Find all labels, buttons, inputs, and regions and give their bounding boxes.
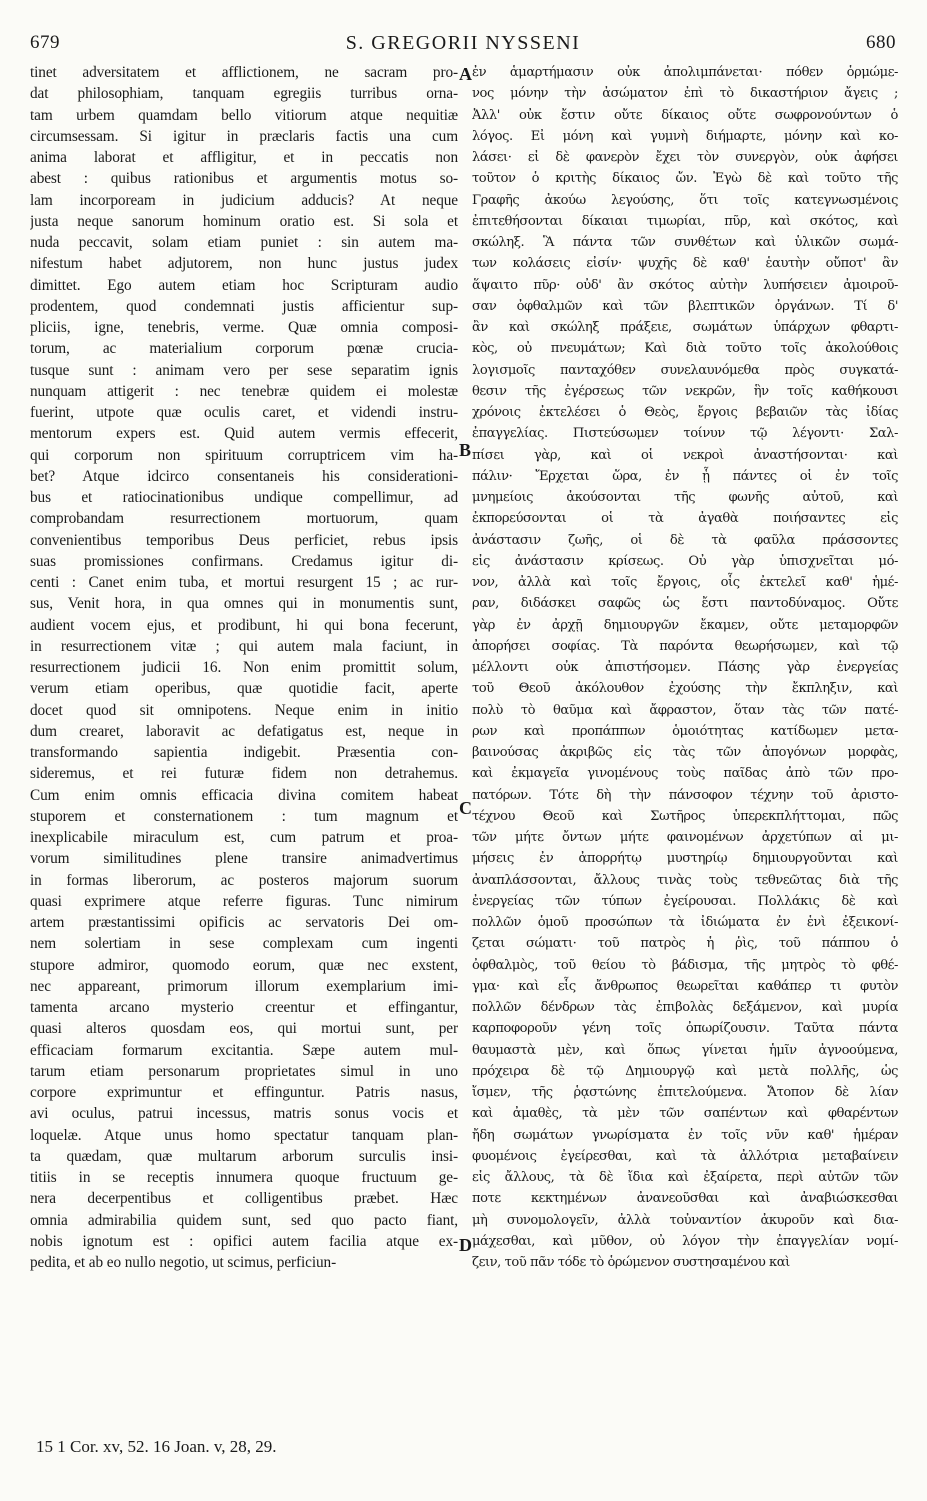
greek-text-line: ἴσμεν, τῆς ῥᾳστώνης ἐπιτελούμενα. Ἄτοπον δὲ λίαν [472,1085,898,1100]
latin-text-line: resurrectionem judicii 16. Non enim promittit solum, [30,659,458,676]
latin-text-line: efficaciam formarum excitantia. Sæpe autem mul- [30,1041,458,1059]
greek-text-line: πολὺ τὸ θαῦμα καὶ ἄφραστον, ὅταν τὰς τῶν πατέ- [472,702,898,718]
latin-text-line: nem solertiam in sese complexam cum ingenti [30,935,458,953]
greek-text-line: ἐνεργείας τῶν τύπων ἐγείρουσαι. Πολλάκις δὲ καὶ [472,893,898,909]
latin-text-line: stupore admiror, quomodo eorum, quæ nec exstent, [30,956,458,974]
latin-text-line: docet quod sit omnipotens. Neque enim in initio [30,701,458,719]
greek-text-line: καρποφοροῦν γένη τοῖς ὀπωρίζουσιν. Ταῦτα πάντα [472,1021,898,1037]
greek-text-line: πολλῶν ὁμοῦ προσώπων τὰ ἰδιώματα ἐν ἑνὶ ἐξεικονί- [472,915,898,930]
page-header [30,14,896,54]
latin-text-line: bet? Atque idcirco consentaneis his considerationi- [30,467,458,485]
greek-text-line: μὴ συνομολογεῖν, ἀλλὰ τοὐναντίον ἀκυροῦν καὶ δια- [472,1212,898,1228]
greek-text-line: γὰρ ἐν ἀρχῇ δημιουργῶν ἔκαμεν, οὔτε μεταμορφῶν [472,617,898,633]
greek-text-line: εἰς ἀνάστασιν κρίσεως. Οὐ γὰρ ὑπισχνεῖται μό- [472,553,898,569]
greek-text-line: κὸς, οὐ πνευμάτων; Καὶ διὰ τοῦτο τοῖς ἀκολούθοις [472,341,898,357]
latin-text-line: quasi alteros quosdam eos, qui mortui sunt, per [30,1020,458,1038]
greek-text-line: ραν, διδάσκει σαφῶς ὡς ἔστι παντοδύναμος. Οὔτε [472,596,898,612]
latin-text-line: loquelæ. Atque unus homo spectatur tanquam plan- [30,1126,458,1144]
section-marker-b: B [459,440,472,460]
latin-text-line: artem præstantissimi opificis ac servatoris Dei om- [30,914,458,931]
footnotes: 15 1 Cor. xv, 52. 16 Joan. v, 28, 29. [36,1437,277,1456]
latin-text-line: stuporem et consternationem : tum magnum et [30,807,458,825]
latin-text-line: tinet adversitatem et afflictionem, ne sacram pro- [30,64,458,81]
greek-text-line: τοῦτον ὁ κριτὴς δίκαιος ὤν. Ἐγὼ δὲ καὶ τοῦτο τῆς [472,171,898,187]
latin-text-line: comprobandam resurrectionem mortuorum, quam [30,510,458,528]
latin-text-line: torum, ac materialium corporum pœnæ crucia- [30,340,458,358]
greek-text-line: τῶν μήτε ὄντων μήτε φαινομένων ἀρχετύπων αἱ μι- [472,830,898,845]
greek-text-line: ζεται σώματι· τοῦ πατρὸς ἡ ῥὶς, τοῦ πάππου ὁ [472,936,898,952]
greek-text-line: βαινούσας ἀκριβῶς εἰς τὰς τῶν ἀπογόνων μορφὰς, [472,745,898,760]
latin-text-line: tam urbem quamdam bello vitiorum atque nequitiæ [30,106,458,124]
greek-text-line: ποτε κεκτημένων ἀνανεοῦσθαι καὶ ἀναβιώσκεσθαι [472,1191,898,1207]
latin-text-line: pliciis, igne, tenebris, verme. Quæ omnia composi- [30,319,458,336]
greek-text-line: Γραφῆς ἀκούω λεγούσης, ὅτι τοῖς κατεγνωσμένοις [472,192,898,208]
latin-text-line: omnia admirabilia quidem sunt, sed quo pacto fiant, [30,1211,458,1229]
latin-text-line: tamenta arcano mysterio creentur et effingantur, [30,999,458,1016]
latin-text-line: nec appareant, primorum illorum exemplarium imi- [30,977,458,995]
latin-text-line: dum crearet, laboravit ac defatigatus est, neque in [30,722,458,740]
left-page-number: 679 [30,32,60,53]
greek-text-line: μάχεσθαι, καὶ μῦθον, οὐ λόγον τὴν ἐπαγγελίαν νομί- [472,1233,898,1249]
greek-text-line: μνημείοις ἀκούσονται τῆς φωνῆς αὐτοῦ, καὶ [472,490,898,505]
latin-text-line: nobis ignotum est : opifici autem facilia atque ex- [30,1232,458,1250]
greek-text-line: νος μόνην τὴν ἀσώματον ἐπὶ τὸ δικαστήριον ἄγεις ; [472,86,898,102]
latin-text-line: prodentem, quod condemnati justis afficientur sup- [30,297,458,315]
greek-text-line: ἀπορήσει σοφίας. Τὰ παρόντα θεωρήσωμεν, καὶ τῷ [472,638,898,654]
greek-text-line: θαυμαστὰ μὲν, καὶ ὅπως γίνεται ἡμῖν ἀγνοούμενα, [472,1042,898,1058]
greek-text-line: ἐπιτεθήσονται δίκαιαι τιμωρίαι, πῦρ, καὶ σκότος, καὶ [472,213,898,229]
section-marker-c: C [459,798,472,818]
latin-column [30,62,458,1432]
greek-column [472,62,898,1432]
latin-text-line: tarum etiam personarum proprietates simul in uno [30,1062,458,1080]
latin-text-line: in resurrectionem vitæ ; qui autem mala faciunt, in [30,637,458,655]
latin-text-line: justa neque sanorum hominum oratio est. Si sola et [30,212,458,230]
latin-text-line: ta quædam, quæ multarum arborum surculis insi- [30,1147,458,1165]
latin-text-line: qui corporum non spirituum corruptricem vim ha- [30,446,458,464]
greek-text-line: σκώληξ. Ἃ πάντα τῶν συνθέτων καὶ ὑλικῶν σωμά- [472,235,898,250]
greek-text-line: πολλῶν δένδρων τὰς ἐπιβολὰς δεξάμενον, καὶ μυρία [472,1000,898,1015]
latin-text-line: dimittet. Ego autem etiam hoc Scripturam audio [30,276,458,294]
greek-text-line: ἐπαγγελίας. Πιστεύσωμεν τοίνυν τῷ λέγοντι· Σαλ- [472,426,898,442]
latin-text-line: nifestum habet adjutorem, non hunc justus judex [30,255,458,273]
greek-text-line: τοῦ Θεοῦ ἀκόλουθον ἐχούσης τὴν ἔκπληξιν, καὶ [472,681,898,697]
greek-text-line: μέλλοντι οὐκ ἀπιστήσομεν. Πάσης γὰρ ἐνεργείας [472,660,898,675]
greek-text-line: ὀφθαλμὸς, τοῦ θείου τὸ βάδισμα, τῆς μητρὸς τὸ φθέ- [472,957,898,973]
greek-text-line: πρόχειρα δὲ τῷ Δημιουργῷ καὶ μετὰ πολλῆς, ὡς [472,1063,898,1079]
latin-text-line: sus, Venit hora, in qua omnes qui in monumentis sunt, [30,595,458,613]
latin-text-line: circumsessam. Si igitur in præclaris factis una cum [30,127,458,145]
latin-text-line: convenientibus temporibus Deus perficiet, rebus ipsis [30,531,458,549]
latin-text-line: vorum similitudines plene transire animadvertimus [30,850,458,868]
greek-text-line: φυομένοις ἐγείρεσθαι, καὶ τὰ ἀλλότρια μεταβαίνειν [472,1148,898,1164]
latin-text-line: nuda peccavit, solam etiam puniet : sin autem ma- [30,234,458,251]
greek-text-line: ἤδη σωμάτων γνωρίσματα ἐν τοῖς νῦν καθ' ἡμέραν [472,1127,898,1143]
section-marker-d: D [459,1235,472,1255]
latin-text-line: nunquam attigerit : nec tenebræ quidem ei molestæ [30,382,458,400]
latin-text-line: titiis in se receptis innumera quoque fructuum ge- [30,1169,458,1186]
greek-text-line: γμα· καὶ εἷς ἄνθρωπος θεωρεῖται καθάπερ τι φυτὸν [472,978,898,994]
greek-text-line: πάλιν· Ἔρχεται ὥρα, ἐν ᾗ πάντες οἱ ἐν τοῖς [472,468,898,484]
latin-text-line: lam incorpoream in judicium adducis? At neque [30,191,458,209]
greek-text-line: νον, ἀλλὰ καὶ τοῖς ἔργοις, οἷς ἐκτελεῖ καθ' ἡμέ- [472,575,898,590]
latin-text-line: audient vocem ejus, et prodibunt, hi qui bona fecerunt, [30,616,458,634]
greek-text-line: ζειν, τοῦ πᾶν τόδε τὸ ὁρώμενον συστησαμένου καὶ [472,1255,790,1270]
greek-text-line: λόγος. Εἰ μόνη καὶ γυμνὴ διήμαρτε, μόνην καὶ κο- [472,128,898,144]
greek-text-line: καὶ ἀμαθὲς, τὰ μὲν τῶν σαπέντων καὶ φθαρέντων [472,1106,898,1122]
greek-text-line: Ἀλλ' οὐκ ἔστιν οὔτε δίκαιος οὔτε σωφρονούντων ὁ [472,107,898,123]
latin-text-line: quasi exprimere atque referre figuras. Tunc nimirum [30,892,458,910]
latin-text-line: fuerint, utpote quæ oculis caret, et videndi instru- [30,404,458,421]
greek-text-line: των κολάσεις εἰσίν· ψυχῆς δὲ καθ' ἑαυτὴν οὔποτ' ἂν [472,256,898,272]
greek-text-line: λάσει· εἰ δὲ φανερὸν ἔχει τὸν συνεργὸν, οὐκ ἀφήσει [472,150,898,165]
latin-text-line: sideremus, et rei futuræ fidem non detrahemus. [30,765,458,783]
latin-text-line: in formas liberorum, ac posteros majorum suorum [30,871,458,889]
greek-text-line: ρων καὶ προπάππων ὁμοιότητας κατίδωμεν μετα- [472,723,898,739]
latin-text-line: suas promissiones confirmans. Credamus igitur di- [30,552,458,570]
latin-text-line: pedita, et ab eo nullo negotio, ut scimus, perficiun- [30,1254,337,1271]
greek-text-line: ἅψαιτο πῦρ· οὐδ' ἂν σκότος αὐτὴν λυπήσειεν ἀμοιροῦ- [472,277,898,293]
latin-text-line: transformando sapientia indigebit. Præsentia con- [30,744,458,761]
latin-text-line: dat philosophiam, tanquam egregiis turribus orna- [30,85,458,103]
section-marker-a: A [459,64,472,84]
greek-text-line: σαν ὀφθαλμῶν καὶ τῶν βλεπτικῶν ὀργάνων. Τί δ' [472,298,898,314]
latin-text-line: avi oculus, patrui incessus, matris sonus vocis et [30,1105,458,1123]
latin-text-line: bus et ratiocinationibus undique compellimur, ad [30,489,458,506]
greek-text-line: καὶ ἐκμαγεῖα γινομένους τοὺς παῖδας ἀπὸ τῶν προ- [472,766,898,782]
greek-text-line: ἐκπορεύσονται οἱ τὰ ἀγαθὰ ποιήσαντες εἰς [472,511,898,527]
latin-text-line: nera decerpentibus et colligentibus præbet. Hæc [30,1190,458,1208]
latin-text-line: inexplicabile miraculum est, cum patrum et proa- [30,829,458,846]
greek-text-line: ἐν ἁμαρτήμασιν οὐκ ἀπολιμπάνεται· πόθεν ὁρμώμε- [472,65,898,80]
latin-text-line: verum etiam operibus, quæ quotidie facit, aperte [30,680,458,698]
greek-text-line: πίσει γὰρ, καὶ οἱ νεκροὶ ἀναστήσονται· καὶ [472,447,898,463]
greek-text-line: εἰς ἄλλους, τὰ δὲ ἴδια καὶ ἐξαίρετα, περὶ αὐτῶν τῶν [472,1170,898,1185]
greek-text-line: λογισμοῖς πανταχόθεν συνελαυνόμεθα πρὸς συγκατά- [472,362,898,378]
latin-text-line: anima laborat et affligitur, et in peccatis non [30,149,458,166]
greek-text-line: θεσιν τῆς ἐγέρσεως τῶν νεκρῶν, ἣν τοῖς καθήκουσι [472,383,898,399]
greek-text-line: πατόρων. Τότε δὴ τὴν πάνσοφον τέχνην τοῦ ἀριστο- [472,787,898,803]
latin-text-line: abest : quibus rationibus et argumentis motus so- [30,170,458,188]
right-page-number: 680 [866,32,896,53]
latin-text-line: Cum enim omnis efficacia divina comitem habeat [30,786,458,804]
greek-text-line: ἂν καὶ σκώληξ πράξειε, σωμάτων ὑπάρχων φθαρτι- [472,320,898,335]
latin-text-line: tusque sunt : animam vero per sese separatim ignis [30,361,458,379]
greek-text-line: μήσεις ἐν ἀπορρήτῳ μυστηρίῳ δημιουργοῦνται καὶ [472,851,898,867]
latin-text-line: mentorum expers est. Quid autem vermis effecerit, [30,425,458,443]
latin-text-line: centi : Canet enim tuba, et mortui resurgent 15 ; ac rur- [30,574,458,591]
greek-text-line: ἀναπλάσσονται, ἄλλους τινὰς τοὺς τεθνεῶτας διὰ τῆς [472,872,898,888]
greek-text-line: ἀνάστασιν ζωῆς, οἱ δὲ τὰ φαῦλα πράσσοντες [472,532,898,548]
greek-text-line: τέχνου Θεοῦ καὶ Σωτῆρος ὑπερεκπλήττομαι, πῶς [472,808,898,824]
running-title: S. GREGORII NYSSENI [345,32,581,54]
latin-text-line: corpore exprimuntur et effinguntur. Patris nasus, [30,1084,458,1101]
greek-text-line: χρόνοις ἐκτελέσει ὁ Θεὸς, ἔργοις βεβαιῶν τὰς ἰδίας [472,405,898,420]
